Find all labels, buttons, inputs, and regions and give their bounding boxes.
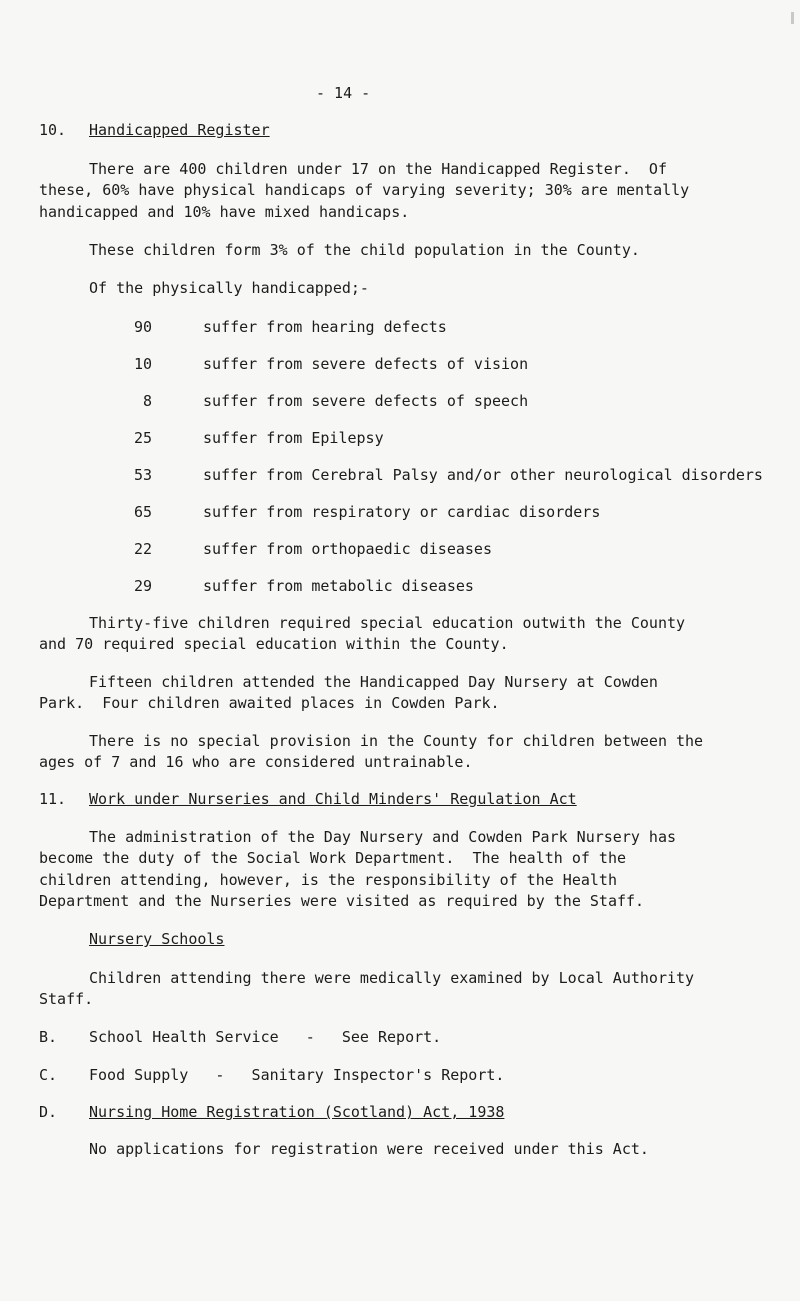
- s11-p1-line4: Department and the Nurseries were visited as required by the Staff.: [39, 892, 645, 910]
- list-item-text: suffer from severe defects of speech: [203, 392, 529, 410]
- section-c-letter: C.: [39, 1066, 58, 1084]
- s11-p2-line1: Children attending there were medically examined by Local Authority: [89, 969, 695, 987]
- section-d-heading: Nursing Home Registration (Scotland) Act, 1938: [89, 1103, 505, 1121]
- list-item-text: suffer from Epilepsy: [203, 429, 384, 447]
- section-11-heading: Work under Nurseries and Child Minders' Regulation Act: [89, 790, 577, 808]
- scan-edge-mark: [791, 12, 794, 24]
- list-item-text: suffer from severe defects of vision: [203, 355, 529, 373]
- list-item-text: suffer from hearing defects: [203, 318, 447, 336]
- section-10-heading: Handicapped Register: [89, 121, 270, 139]
- s11-p1-line1: The administration of the Day Nursery and Cowden Park Nursery has: [89, 828, 676, 846]
- list-item-count: 22: [134, 540, 153, 558]
- section-10-number: 10.: [39, 121, 67, 139]
- section-b-letter: B.: [39, 1028, 58, 1046]
- s10-p6-line2: ages of 7 and 16 who are considered untrainable.: [39, 753, 473, 771]
- section-b-text: School Health Service - See Report.: [89, 1028, 442, 1046]
- list-item-text: suffer from orthopaedic diseases: [203, 540, 492, 558]
- s10-p1-line2: these, 60% have physical handicaps of varying severity; 30% are mentally: [39, 181, 690, 199]
- list-item-count: 10: [134, 355, 153, 373]
- s10-p6-line1: There is no special provision in the County for children between the: [89, 732, 704, 750]
- list-item-count: 8: [143, 392, 153, 410]
- s11-p1-line3: children attending, however, is the responsibility of the Health: [39, 871, 617, 889]
- section-d-text: No applications for registration were received under this Act.: [89, 1140, 649, 1158]
- list-item-text: suffer from Cerebral Palsy and/or other neurological disorders: [203, 466, 763, 484]
- section-d-letter: D.: [39, 1103, 58, 1121]
- s10-p5-line1: Fifteen children attended the Handicapped Day Nursery at Cowden: [89, 673, 658, 691]
- s10-p4-line1: Thirty-five children required special education outwith the County: [89, 614, 686, 632]
- s10-p5-line2: Park. Four children awaited places in Cowden Park.: [39, 694, 500, 712]
- list-item-count: 25: [134, 429, 153, 447]
- list-item-count: 29: [134, 577, 153, 595]
- page-number: - 14 -: [316, 84, 371, 102]
- s11-p2-line2: Staff.: [39, 990, 94, 1008]
- section-11-number: 11.: [39, 790, 67, 808]
- list-item-count: 90: [134, 318, 153, 336]
- s11-p1-line2: become the duty of the Social Work Department. The health of the: [39, 849, 626, 867]
- list-item-text: suffer from respiratory or cardiac disorders: [203, 503, 601, 521]
- list-item-count: 65: [134, 503, 153, 521]
- nursery-schools-heading: Nursery Schools: [89, 930, 225, 948]
- s10-p3: Of the physically handicapped;-: [89, 279, 369, 297]
- list-item-count: 53: [134, 466, 153, 484]
- s10-p1-line1: There are 400 children under 17 on the Handicapped Register. Of: [89, 160, 667, 178]
- s10-p2: These children form 3% of the child population in the County.: [89, 241, 640, 259]
- s10-p1-line3: handicapped and 10% have mixed handicaps.: [39, 203, 410, 221]
- list-item-text: suffer from metabolic diseases: [203, 577, 474, 595]
- s10-p4-line2: and 70 required special education within the County.: [39, 635, 509, 653]
- section-c-text: Food Supply - Sanitary Inspector's Report.: [89, 1066, 505, 1084]
